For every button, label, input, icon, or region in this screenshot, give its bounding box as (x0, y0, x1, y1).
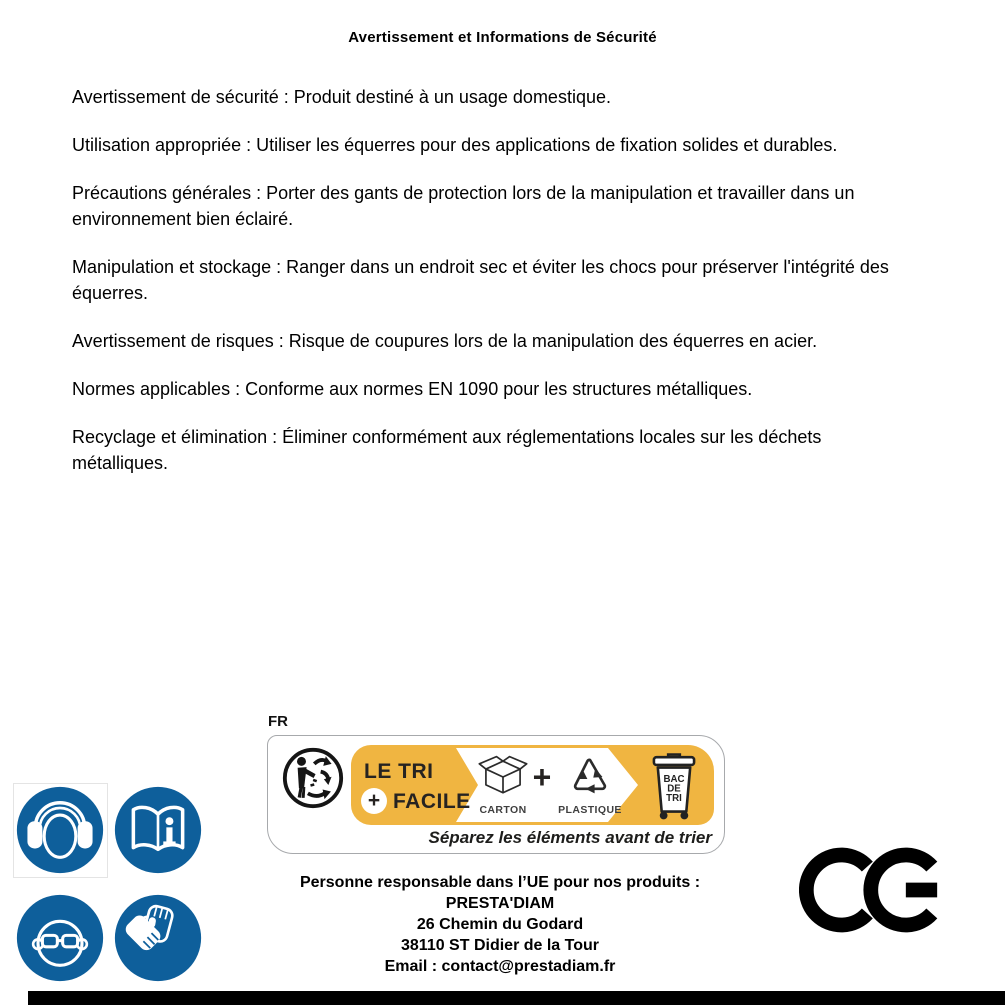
materials-plus: + (532, 759, 552, 795)
sorting-instruction-text: Séparez les éléments avant de trier (428, 828, 712, 847)
plus-badge: + (361, 788, 387, 814)
paragraph-handling-storage: Manipulation et stockage : Ranger dans un endroit sec et éviter les chocs pour préserver l'intégrité des équerres. (72, 257, 889, 303)
responsible-intro: Personne responsable dans l’UE pour nos produits : (299, 874, 701, 891)
wear-protective-gloves-icon (114, 894, 202, 982)
carton-label: CARTON (479, 804, 527, 816)
paragraph-safety-warning: Avertissement de sécurité : Produit destiné à un usage domestique. (72, 87, 611, 107)
contact-email: Email : contact@prestadiam.fr (384, 958, 616, 975)
paragraph-appropriate-use: Utilisation appropriée : Utiliser les équerres pour des applications de fixation solides et durables. (72, 135, 838, 155)
bin-text-line3: TRI (666, 793, 682, 805)
triman-recycling-icon (281, 746, 345, 810)
paragraph-risk-warning: Avertissement de risques : Risque de coupures lors de la manipulation des équerres en acier. (72, 331, 818, 351)
address-city: 38110 ST Didier de la Tour (401, 937, 599, 954)
bin-text-line2: DE (667, 783, 681, 795)
bin-text-line1: BAC (663, 773, 685, 785)
address-street: 26 Chemin du Godard (416, 916, 584, 933)
page-title: Avertissement et Informations de Sécurité (348, 29, 657, 46)
ce-mark-icon (799, 842, 939, 938)
country-code-label: FR (268, 713, 288, 730)
read-instruction-manual-icon (114, 786, 202, 874)
wear-ear-protection-icon (16, 786, 104, 874)
recycle-triangle-icon (562, 752, 618, 798)
material-plastique (556, 752, 624, 816)
paragraph-recycling: Recyclage et élimination : Éliminer conformément aux réglementations locales sur les déchets métalliques. (72, 427, 822, 473)
carton-box-icon (475, 752, 531, 798)
responsible-person-block (230, 872, 770, 977)
sorting-bin-icon (651, 752, 697, 820)
bottom-edge-bar (28, 991, 1005, 1005)
material-carton (469, 752, 537, 816)
wear-eye-protection-icon (16, 894, 104, 982)
info-tri-label (267, 735, 725, 854)
safety-text-block (72, 84, 920, 498)
paragraph-standards: Normes applicables : Conforme aux normes EN 1090 pour les structures métalliques. (72, 379, 753, 399)
company-name: PRESTA'DIAM (445, 895, 555, 912)
paragraph-general-precautions: Précautions générales : Porter des gants de protection lors de la manipulation et travailler dans un environnement bien éclairé. (72, 183, 855, 229)
info-tri-yellow-band (351, 745, 714, 825)
le-tri-text: LE TRI (364, 760, 434, 783)
plastique-label: PLASTIQUE (558, 804, 622, 816)
facile-text: FACILE (393, 790, 471, 813)
